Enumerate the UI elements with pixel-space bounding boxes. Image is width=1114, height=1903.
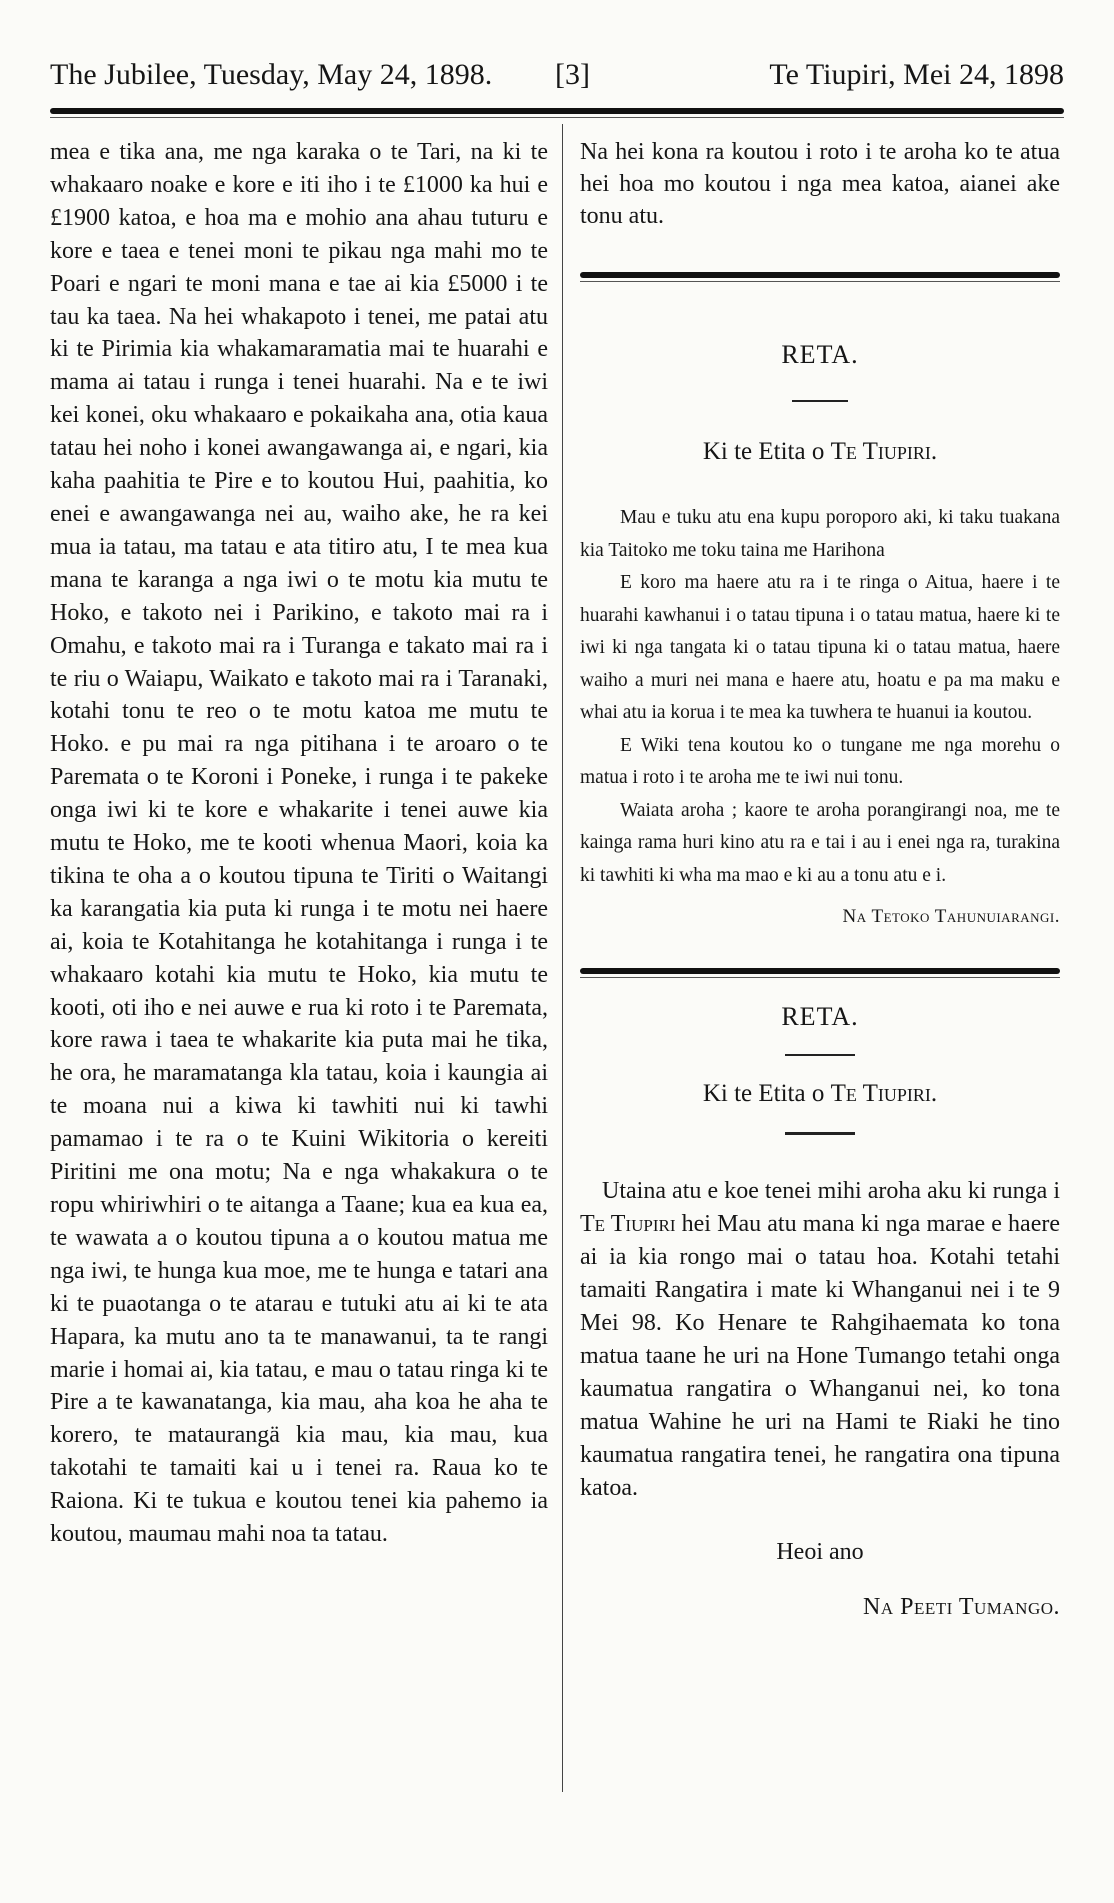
closing-paragraph: Na hei kona ra koutou i roto i te aroha ko te atua hei hoa mo koutou i nga mea katoa, aianei ake tonu atu. [580, 139, 1060, 229]
letter-1-signature: Na Tetoko Tahunuiarangi. [842, 906, 1060, 927]
section-separator-2 [580, 968, 1060, 974]
letter-2-body [580, 1175, 1060, 1505]
letter-1-addressee-name: Te Tiupiri. [830, 438, 938, 465]
left-column-text: mea e tika ana, me nga karaka o te Tari, na ki te whakaaro noake e kore e iti iho i te £1000 ka hui e £1900 katoa, e hoa ma e mohio ana ahau tuturu e kore e taea e tenei moni te pikau nga mahi mo te Poari e ngari te moni mana e tae ai kia £5000 i te tau ka taea. Na hei whakapoto i tenei, me patai atu ki te Pirimia kia whakamaramatia mai te huarahi e mama ai tatau i runga i tenei huarahi. Na e te iwi kei konei, oku whakaaro e pokaikaha ana, otia kaua tatau hei noho i konei awangawanga ai, e ngari, kia kaha paahitia te Pire e to koutou Hui, paahitia, ko enei e awangawanga nei au, waiho ake, he ra kei mua ia tatau, ma tatau e ata titiro atu, I te mea kua mana te karanga a nga iwi o te motu kia mutu te Hoko, e takoto nei i Parikino, e takoto mai ra i Omahu, e takoto mai ra i Turanga e takato mai ra i te riu o Waiapu, Waikato e takoto mai ra i Taranaki, kotahi tonu te reo o te motu katoa me mutu te Hoko. e pu mai ra nga pitihana i te aroaro o te Paremata o te Koroni i Poneke, i runga i te pakeke onga iwi ki te kore e whakarite i tenei auwe kia mutu te Hoko, me te kooti whenua Maori, koia ka tikina te oha a o koutou tipuna te Tiriti o Waitangi ka karangatia kia puta ki runga i te motu nei haere ai, koia te Kotahitanga he kotahitanga i runga i te whakaaro kotahi kia mutu te Hoko, kia mutu te kooti, oti iho e nei auwe e rua ki roto i te Paremata, kore rawa i taea te whakarite kia puta mai he tika, he ora, he maramatanga kla tatau, koia i kaungia ai te moana nui a kiwa ki tawhiti nui ki tawhi pamamao i te ra o te Kuini Wikitoria o kereiti Piritini me ona motu; Na e nga whakakura o te ropu whiriwhiri o te aitanga a Taane; kua ea kua ea, te wawata a o koutou tipuna a o koutou matua me nga iwi, te hunga kua moe, me te hunga e tatari ana ki te puaotanga o te atarau e tutuki atu ai ki te ata Hapara, ka mutu ano ta te manawanui, ta te rangi marie i homai ai, kia tatau, e mau o tatau ringa ki te Pire a te kawanatanga, kia mau, aha koa he aha te korero, te mataurangä kia mau, kia mau, kua takotahi te tamaiti kai u i tenei ra. Raua ko te Raiona. Ki te tukua e koutou tenei kia pahemo ia koutou, maumau mahi noa ta tatau. [50, 139, 548, 1548]
right-column [580, 136, 1060, 1621]
letter-1-addressee [580, 438, 1060, 466]
letter-2-title-rule [785, 1054, 855, 1056]
letter-2-closing: Heoi ano [776, 1539, 864, 1565]
letter-2-signature: Na Peeti Tumango. [863, 1594, 1060, 1620]
letter-2-body-part1: Utaina atu e koe tenei mihi aroha aku ki runga i [602, 1178, 1060, 1204]
left-column [50, 136, 548, 1551]
column-divider [562, 124, 563, 1792]
letter-2-addressee-name: Te Tiupiri. [830, 1080, 938, 1107]
page-number: [3] [555, 58, 590, 91]
letter-1-title: RETA. [781, 340, 859, 369]
letter-1-addressee-prefix: Ki te Etita o [702, 438, 825, 465]
letter-1-title-rule [792, 400, 848, 402]
section-separator [580, 272, 1060, 278]
letter-2-title: RETA. [781, 1002, 859, 1031]
letter-1-body [580, 502, 1060, 892]
letter-2-body-part2: hei Mau atu mana ki nga marae e haere ai ia kia rongo mai o tatau hoa. Kotahi tetahi tamaiti Rangatira i mate ki Whanganui nei i te 9 Mei 98. Ko Henare te Rahgihaemata ko tona matua taane he uri na Hone Tumango tetahi onga kaumatua rangatira o Whanganui nei, ko tona matua Wahine he uri na Hami te Riaki he tino kaumatua rangatira tenei, he rangatira ona tipuna katoa. [580, 1211, 1060, 1501]
letter-2-addressee-rule [785, 1132, 855, 1135]
letter-1-paragraph: E Wiki tena koutou ko o tungane me nga morehu o matua i roto i te aroha me te iwi nui tonu. [580, 734, 1060, 788]
letter-2-addressee-prefix: Ki te Etita o [702, 1080, 825, 1107]
section-separator-thin [580, 281, 1060, 282]
letter-1-paragraph: Waiata aroha ; kaore te aroha porangirangi noa, me te kainga rama huri kino atu ra e tai i au i enei nga ra, turakina ki tawhiti ki wha ma mao e ki au a tonu atu e i. [580, 799, 1060, 886]
letter-2-addressee [580, 1080, 1060, 1108]
header-rule-thin [50, 117, 1064, 118]
header-right-title: Te Tiupiri, Mei 24, 1898 [769, 58, 1064, 91]
letter-1-paragraph: E koro ma haere atu ra i te ringa o Aitua, haere i te huarahi kawhanui i o tatau tipuna i o tatau matua, haere ki te iwi ki nga tangata ki o tatau tipuna ki o tatau matua, haere waiho a muri nei mana e haere atu, hoatu e pa ma maku e whai atu ia korua i te mea ka tuwhera te huanui ia koutou. [580, 572, 1060, 723]
letter-1-paragraph: Mau e tuku atu ena kupu poroporo aki, ki taku tuakana kia Taitoko me toku taina me Harihona [580, 507, 1060, 561]
header-left-title: The Jubilee, Tuesday, May 24, 1898. [50, 58, 493, 91]
letter-2-body-name: Te Tiupiri [580, 1211, 676, 1237]
page-header [0, 0, 1114, 100]
header-rule-heavy [50, 108, 1064, 114]
section-separator-2-thin [580, 977, 1060, 978]
